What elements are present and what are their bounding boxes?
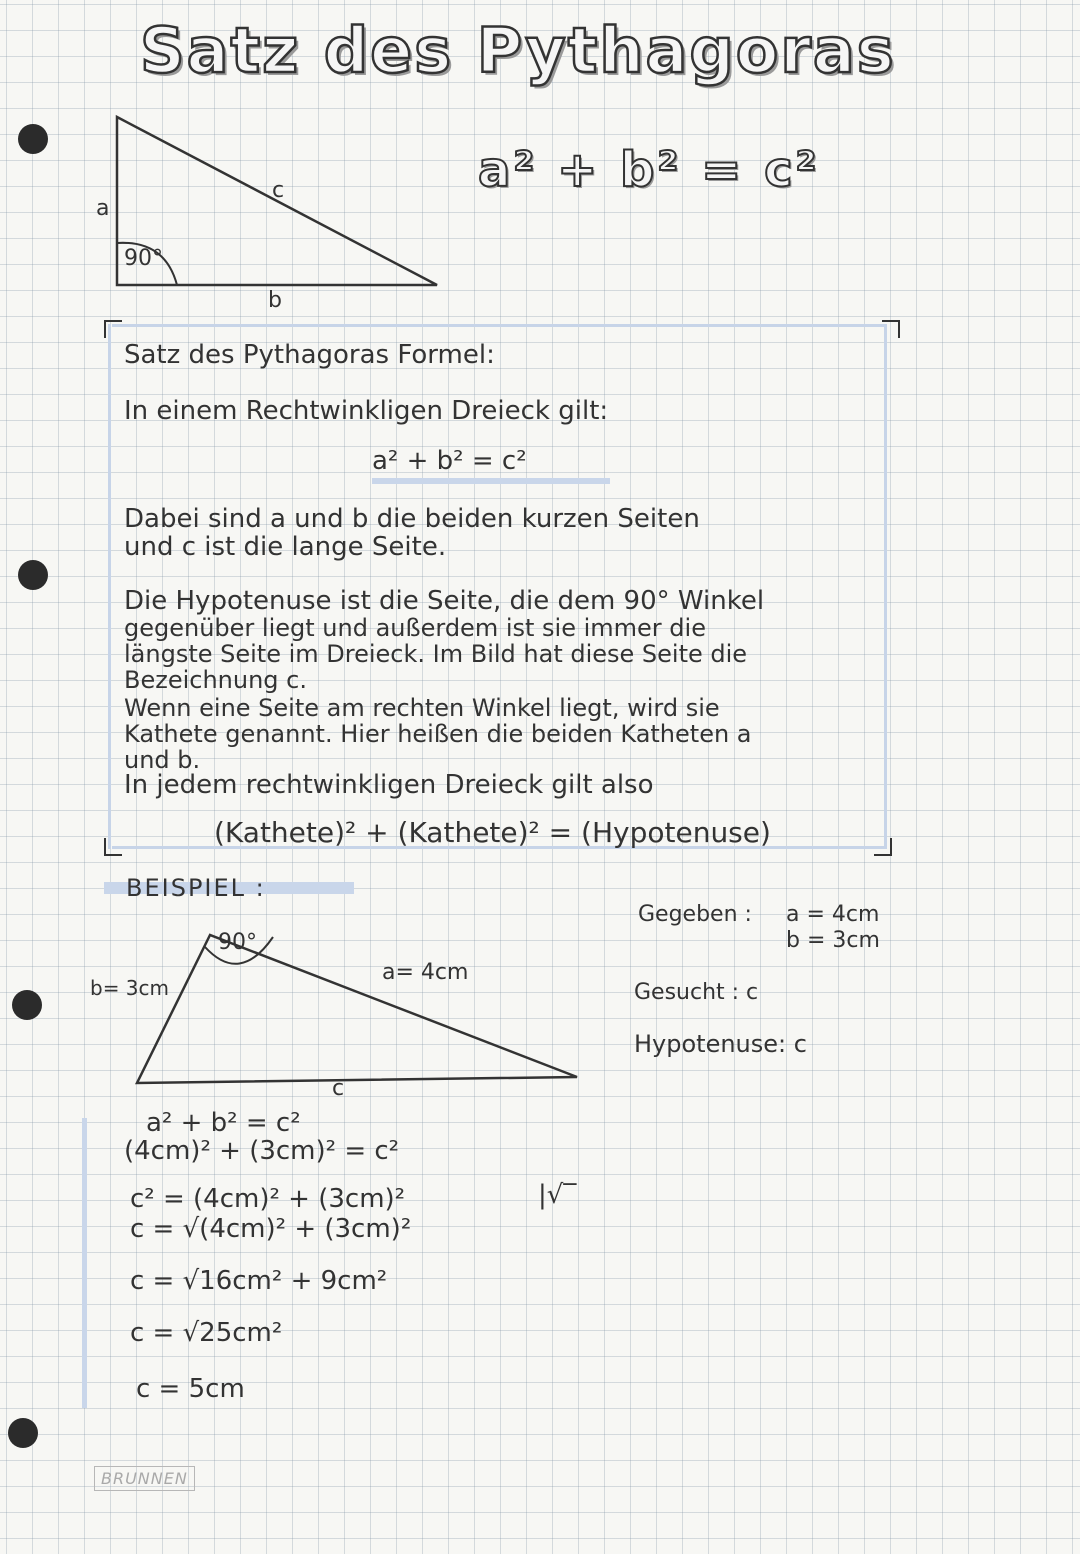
- binder-hole: [8, 1418, 38, 1448]
- calc-step: c² = (4cm)² + (3cm)²: [130, 1184, 406, 1214]
- example-heading: BEISPIEL :: [126, 874, 266, 902]
- right-triangle-diagram: [95, 105, 455, 315]
- triangle-label-c: c: [272, 178, 285, 203]
- box-paragraph-line: Kathete genannt. Hier heißen die beiden Katheten a: [124, 720, 752, 748]
- calc-step: c = √(4cm)² + (3cm)²: [130, 1214, 412, 1244]
- given-label: Gegeben :: [638, 902, 752, 927]
- brand-logo: BRUNNEN: [94, 1466, 195, 1491]
- calc-step: c = √16cm² + 9cm²: [130, 1266, 388, 1296]
- box-formula: a² + b² = c²: [372, 446, 527, 476]
- box-intro: In einem Rechtwinkligen Dreieck gilt:: [124, 396, 609, 426]
- calculation-margin-line: [82, 1118, 87, 1408]
- box-paragraph-line: In jedem rechtwinkligen Dreieck gilt also: [124, 770, 654, 800]
- box-paragraph-line: Die Hypotenuse ist die Seite, die dem 90° Winkel: [124, 586, 765, 616]
- formula-highlight: [372, 478, 610, 484]
- example-angle-label: 90°: [218, 930, 257, 955]
- given-a: a = 4cm: [786, 902, 880, 927]
- hypotenuse-label: Hypotenuse: c: [634, 1030, 807, 1058]
- triangle-angle-label: 90°: [124, 246, 163, 271]
- box-paragraph-line: und c ist die lange Seite.: [124, 532, 447, 562]
- binder-hole: [18, 124, 48, 154]
- root-hint: |√‾: [538, 1180, 577, 1210]
- calc-step: c = √25cm²: [130, 1318, 283, 1348]
- sought-label: Gesucht : c: [634, 980, 759, 1005]
- box-paragraph-line: und b.: [124, 746, 201, 774]
- box-formula-words: (Kathete)² + (Kathete)² = (Hypotenuse): [214, 816, 771, 849]
- calc-step: c = 5cm: [136, 1374, 245, 1404]
- example-label-c: c: [332, 1076, 345, 1101]
- triangle-label-b: b: [268, 288, 282, 313]
- example-triangle-shape: [137, 935, 577, 1083]
- example-label-b: b= 3cm: [90, 976, 170, 1000]
- calc-step: (4cm)² + (3cm)² = c²: [124, 1136, 400, 1166]
- page-title: Satz des Pythagoras: [140, 14, 896, 87]
- box-paragraph-line: Dabei sind a und b die beiden kurzen Seiten: [124, 504, 700, 534]
- triangle-label-a: a: [96, 196, 110, 221]
- box-heading: Satz des Pythagoras Formel:: [124, 340, 495, 370]
- given-b: b = 3cm: [786, 928, 880, 953]
- calc-step: a² + b² = c²: [146, 1108, 301, 1138]
- box-paragraph-line: längste Seite im Dreieck. Im Bild hat diese Seite die: [124, 640, 748, 668]
- box-paragraph-line: Wenn eine Seite am rechten Winkel liegt, wird sie: [124, 694, 720, 722]
- example-label-a: a= 4cm: [382, 960, 469, 985]
- main-formula: a² + b² = c²: [478, 142, 820, 198]
- binder-hole: [18, 560, 48, 590]
- box-paragraph-line: gegenüber liegt und außerdem ist sie immer die: [124, 614, 706, 642]
- box-paragraph-line: Bezeichnung c.: [124, 666, 307, 694]
- example-triangle-diagram: [125, 915, 595, 1095]
- binder-hole: [12, 990, 42, 1020]
